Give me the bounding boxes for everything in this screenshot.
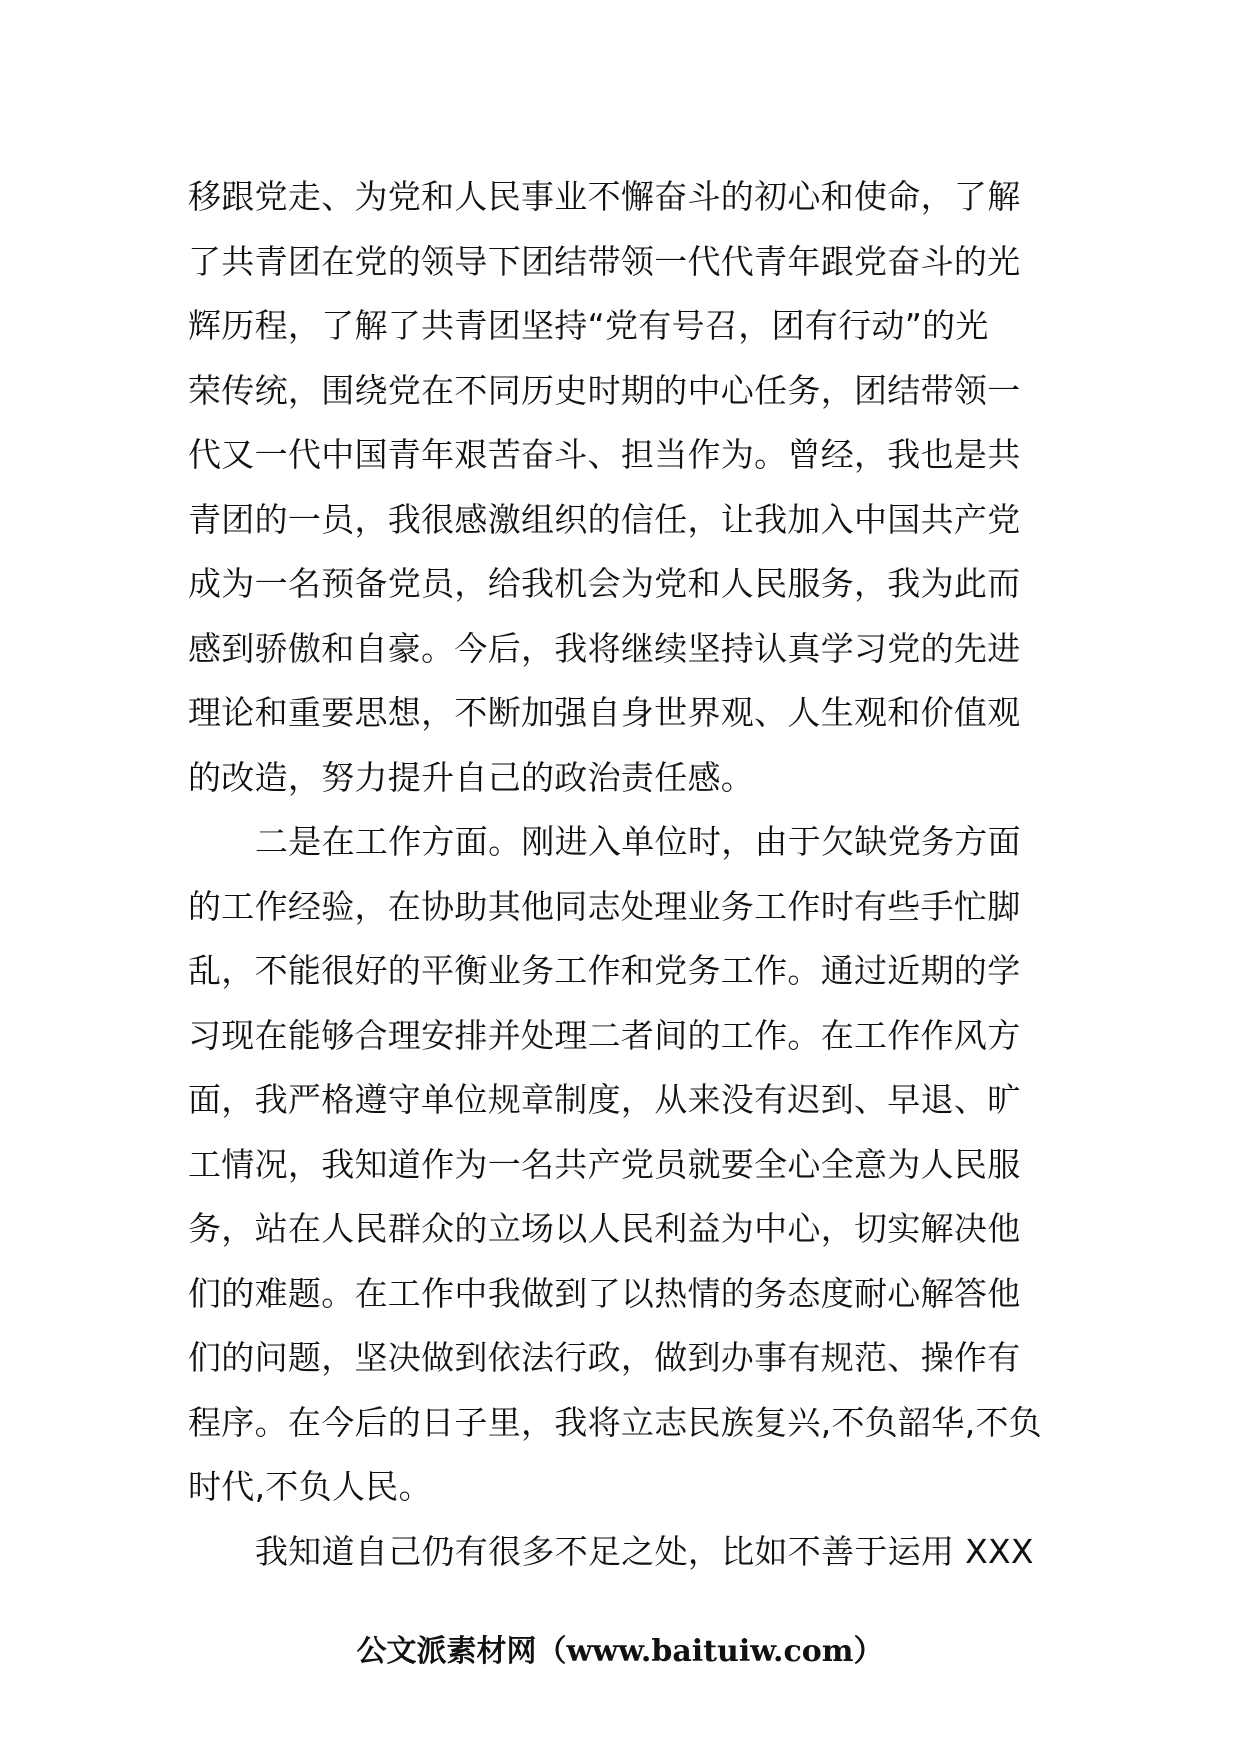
- text-line: 的工作经验，在协助其他同志处理业务工作时有些手忙脚: [188, 886, 1021, 926]
- text-line: 习现在能够合理安排并处理二者间的工作。在工作作风方: [188, 1015, 1021, 1055]
- footer-watermark: 公文派素材网（www.baituiw.com）: [356, 1634, 884, 1669]
- text-line: 们的难题。在工作中我做到了以热情的务态度耐心解答他: [188, 1273, 1021, 1313]
- text-line: 代又一代中国青年艰苦奋斗、担当作为。曾经，我也是共: [188, 435, 1021, 474]
- text-line: 了共青团在党的领导下团结带领一代代青年跟党奋斗的光: [188, 241, 1021, 281]
- text-line: 乱，不能很好的平衡业务工作和党务工作。通过近期的学: [188, 951, 1021, 990]
- text-line: 面，我严格遵守单位规章制度，从来没有迟到、早退、旷: [188, 1080, 1021, 1119]
- text-line: 辉历程，了解了共青团坚持“党有号召，团有行动”的光: [188, 306, 989, 345]
- text-line: 务，站在人民群众的立场以人民利益为中心，切实解决他: [188, 1209, 1021, 1248]
- text-line: 感到骄傲和自豪。今后，我将继续坚持认真学习党的先进: [188, 628, 1021, 668]
- paragraph-first-line: 二是在工作方面。刚进入单位时，由于欠缺党务方面: [255, 822, 1021, 861]
- text-line: 成为一名预备党员，给我机会为党和人民服务，我为此而: [188, 564, 1021, 603]
- body-text: [188, 165, 1058, 1584]
- text-line: 的改造，努力提升自己的政治责任感。: [188, 757, 755, 797]
- text-line: 程序。在今后的日子里，我将立志民族复兴,不负韶华,不负: [188, 1402, 1043, 1442]
- text-line: 工情况，我知道作为一名共产党员就要全心全意为人民服: [188, 1144, 1021, 1184]
- text-line: 时代,不负人民。: [188, 1467, 432, 1506]
- text-line: 荣传统，围绕党在不同历史时期的中心任务，团结带领一: [188, 370, 1021, 410]
- text-line: 们的问题，坚决做到依法行政，做到办事有规范、操作有: [188, 1338, 1021, 1377]
- paragraph-first-line: 我知道自己仍有很多不足之处，比如不善于运用 XXX: [255, 1531, 1034, 1571]
- text-line: 理论和重要思想，不断加强自身世界观、人生观和价值观: [188, 693, 1021, 732]
- text-line: 青团的一员，我很感激组织的信任，让我加入中国共产党: [188, 499, 1021, 539]
- text-line: 移跟党走、为党和人民事业不懈奋斗的初心和使命，了解: [188, 177, 1021, 216]
